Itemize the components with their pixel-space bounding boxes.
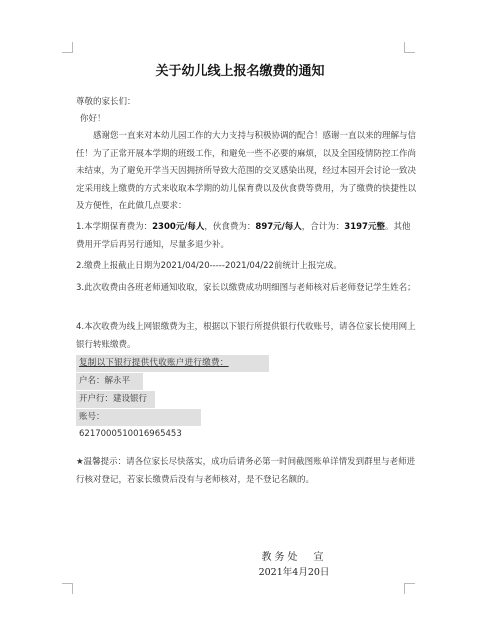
page-corner-mark-bottom-left bbox=[62, 583, 73, 594]
meal-fee: 897元/每人 bbox=[255, 222, 302, 232]
salutation: 尊敬的家长们： bbox=[76, 97, 136, 107]
bank-info-block bbox=[76, 355, 276, 439]
intro-paragraph: 感谢您一直来对本幼儿园工作的大力支持与积极协调的配合！感谢一直以来的理解与信任！为了正常开展本学期的班级工作，和避免一些不必要的麻烦，以及全国疫情防控工作尚未结束，为了避免开学当天因拥挤所导致大范围的交叉感染出现，经过本园开会讨论一致决定采用线上缴费的方式来收取本学期的幼儿保育费以及伙食费等费用，为了缴费的快捷性以及方便性，在此做几点要求： bbox=[76, 131, 417, 211]
page-corner-mark-top-left bbox=[62, 42, 73, 53]
fee-suffix: 。其他费用开学后再另行通知，尽量多退少补。 bbox=[76, 222, 411, 250]
bank-info-header: 复制以下银行提供代收账户进行缴费： bbox=[76, 355, 269, 372]
fee-mid-2: ，合计为： bbox=[301, 222, 345, 232]
page-corner-mark-top-right bbox=[404, 42, 415, 53]
list-item-online-payment: 4.本次收费为线上网银缴费为主，根据以下银行所提供银行代收账号，请各位家长使用网上银行转账缴费。 bbox=[76, 322, 416, 350]
list-item-collection: 3.此次收费由各班老师通知收取，家长以缴费成功明细图与老师核对后老师登记学生姓名； bbox=[76, 283, 416, 293]
care-fee: 2300元/每人 bbox=[152, 222, 205, 232]
account-number: 账号： 6217000510016965453 bbox=[76, 409, 201, 426]
warm-reminder-notice: ★温馨提示：请各位家长尽快落实，成功后请务必第一时间截图账单详情发到群里与老师进行核对登记，若家长缴费后没有与老师核对，是不登记名额的。 bbox=[76, 457, 416, 485]
issuing-department: 教务处 宣 bbox=[261, 552, 327, 563]
issue-date: 2021年4月20日 bbox=[258, 567, 330, 578]
document-title: 关于幼儿线上报名缴费的通知 bbox=[155, 64, 325, 79]
total-fee: 3197元整 bbox=[344, 222, 385, 232]
greeting: 你好！ bbox=[80, 114, 106, 124]
fee-prefix: 1.本学期保育费为： bbox=[76, 222, 153, 232]
page-corner-mark-bottom-right bbox=[404, 583, 415, 594]
bank-branch: 开户行：建设银行 bbox=[76, 391, 155, 408]
list-item-deadline: 2.缴费上报截止日期为2021/04/20-----2021/04/22前统计上报完成。 bbox=[76, 261, 342, 271]
account-name: 户名：解永平 bbox=[76, 373, 143, 390]
list-item-fees bbox=[76, 219, 416, 254]
fee-mid-1: ，伙食费为： bbox=[204, 222, 256, 232]
